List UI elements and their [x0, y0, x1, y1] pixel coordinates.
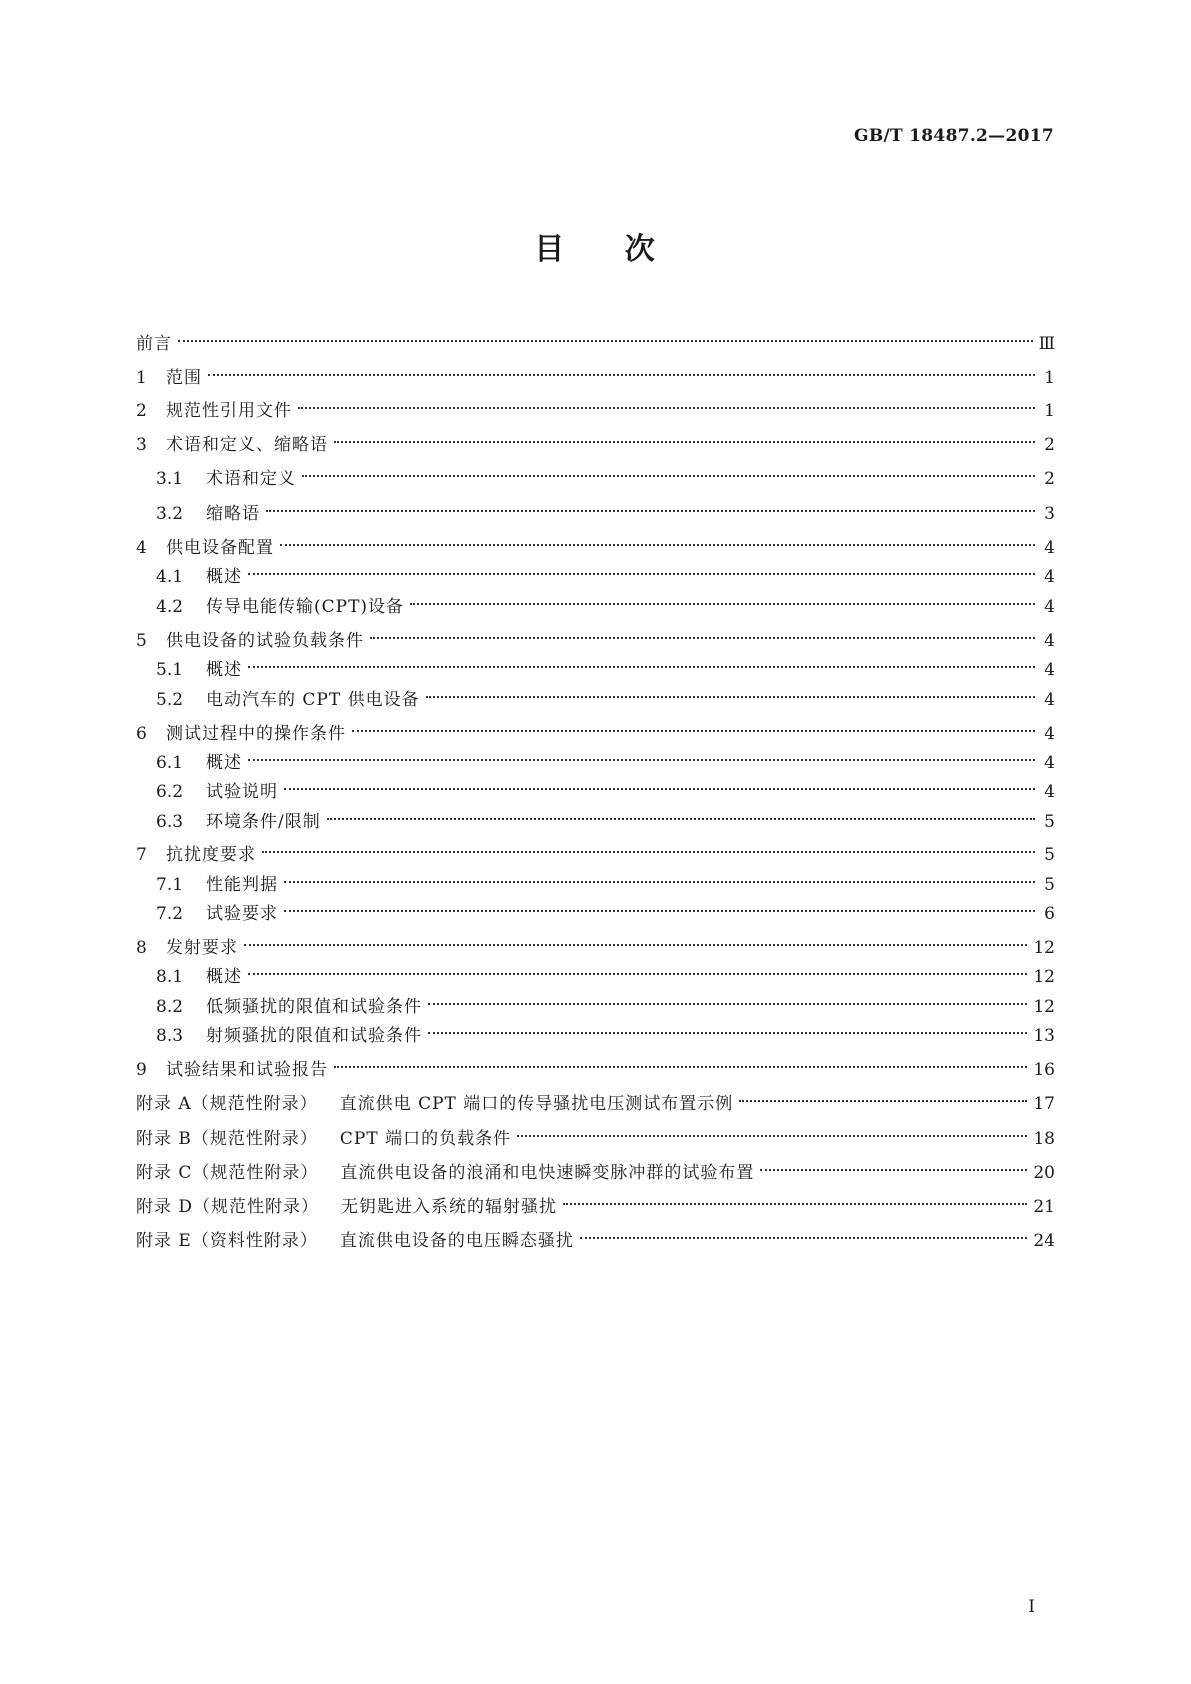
- toc-dot-leader: [580, 1222, 1028, 1246]
- toc-dot-leader: [178, 325, 1033, 349]
- toc-entry-page: 4: [1044, 660, 1055, 680]
- toc-entry-page: 4: [1044, 782, 1055, 802]
- toc-entry-label: 供电设备的试验负载条件: [166, 631, 364, 651]
- toc-entry-label: 发射要求: [166, 938, 238, 958]
- toc-entry-page: 6: [1044, 904, 1055, 924]
- toc-entry-label: CPT 端口的负载条件: [339, 1129, 512, 1149]
- toc-entry[interactable]: [156, 773, 1055, 802]
- toc-entry[interactable]: [136, 359, 1055, 388]
- toc-dot-leader: [248, 558, 1035, 582]
- toc-entry[interactable]: [156, 681, 1055, 710]
- toc-entry-label: 试验要求: [206, 904, 278, 924]
- toc-entry-page: 5: [1044, 845, 1055, 865]
- toc-entry-number: 4.1: [156, 567, 184, 587]
- toc-dot-leader: [280, 529, 1035, 553]
- toc-entry[interactable]: [156, 803, 1055, 832]
- toc-appendix-code: 附录 D（规范性附录）: [136, 1197, 320, 1217]
- toc-entry[interactable]: [156, 866, 1055, 895]
- toc-entry-page: 3: [1044, 504, 1055, 524]
- toc-entry-page: 4: [1044, 724, 1055, 744]
- standard-code: GB/T 18487.2—2017: [854, 126, 1054, 146]
- toc-entry[interactable]: [136, 715, 1055, 744]
- toc-entry[interactable]: [156, 460, 1055, 489]
- toc-entry[interactable]: [156, 558, 1055, 587]
- toc-entry-label: 直流供电设备的浪涌和电快速瞬变脉冲群的试验布置: [340, 1163, 755, 1183]
- toc-entry-label: 低频骚扰的限值和试验条件: [206, 997, 422, 1017]
- toc-entry-number: 5.1: [156, 660, 184, 680]
- toc-entry[interactable]: [136, 529, 1055, 558]
- toc-dot-leader: [410, 588, 1035, 612]
- toc-dot-leader: [284, 895, 1035, 919]
- toc-appendix-code: 附录 B（规范性附录）: [136, 1129, 318, 1149]
- toc-entry-number: 7.1: [156, 875, 184, 895]
- toc-dot-leader: [266, 495, 1035, 519]
- toc-entry-number: 8.2: [156, 997, 184, 1017]
- toc-entry-page: 4: [1044, 538, 1055, 558]
- toc-entry[interactable]: [136, 392, 1055, 421]
- toc-entry-page: 12: [1033, 967, 1055, 987]
- toc-dot-leader: [298, 392, 1035, 416]
- toc-dot-leader: [284, 773, 1035, 797]
- toc-entry-number: 6.3: [156, 812, 184, 832]
- toc-entry[interactable]: [156, 895, 1055, 924]
- toc-dot-leader: [262, 836, 1035, 860]
- toc-entry-number: 9: [136, 1060, 147, 1080]
- toc-entry[interactable]: [156, 988, 1055, 1017]
- toc-entry-page: 1: [1044, 368, 1055, 388]
- toc-appendix-entry[interactable]: [136, 1085, 1055, 1114]
- toc-entry-label: 直流供电 CPT 端口的传导骚扰电压测试布置示例: [339, 1094, 734, 1114]
- toc-entry-page: 4: [1044, 631, 1055, 651]
- toc-entry-number: 6.1: [156, 753, 184, 773]
- toc-entry-page: 20: [1033, 1163, 1055, 1183]
- toc-entry-page: 18: [1033, 1129, 1055, 1149]
- toc-entry-label: 概述: [206, 967, 242, 987]
- toc-dot-leader: [248, 651, 1035, 675]
- toc-entry-page: 12: [1033, 938, 1055, 958]
- toc-entry[interactable]: [156, 495, 1055, 524]
- toc-appendix-entry[interactable]: [136, 1120, 1055, 1149]
- toc-dot-leader: [334, 1051, 1027, 1075]
- toc-entry[interactable]: [136, 1051, 1055, 1080]
- toc-entry-number: 5: [136, 631, 147, 651]
- toc-dot-leader: [248, 958, 1027, 982]
- toc-entry-label: 无钥匙进入系统的辐射骚扰: [341, 1197, 558, 1217]
- toc-entry-label: 试验结果和试验报告: [166, 1060, 328, 1080]
- toc-entry[interactable]: [156, 958, 1055, 987]
- toc-entry-label: 传导电能传输(CPT)设备: [206, 597, 405, 617]
- toc-entry-number: 3.1: [156, 469, 184, 489]
- toc-entry[interactable]: [136, 325, 1055, 354]
- toc-entry-label: 射频骚扰的限值和试验条件: [206, 1026, 422, 1046]
- toc-entry-label: 术语和定义: [206, 469, 296, 489]
- toc-entry-label: 前言: [136, 334, 172, 354]
- toc-entry-number: 6.2: [156, 782, 184, 802]
- toc-entry-label: 规范性引用文件: [166, 401, 292, 421]
- toc-entry-page: 4: [1044, 567, 1055, 587]
- toc-entry[interactable]: [136, 929, 1055, 958]
- toc-dot-leader: [428, 1017, 1027, 1041]
- toc-entry-page: 13: [1033, 1026, 1055, 1046]
- toc-dot-leader: [563, 1188, 1027, 1212]
- toc-dot-leader: [370, 622, 1035, 646]
- toc-entry-label: 抗扰度要求: [166, 845, 256, 865]
- toc-entry-page: 2: [1044, 435, 1055, 455]
- toc-entry-number: 4: [136, 538, 147, 558]
- toc-appendix-code: 附录 A（规范性附录）: [136, 1094, 318, 1114]
- toc-entry[interactable]: [136, 426, 1055, 455]
- toc-entry-page: 5: [1044, 875, 1055, 895]
- toc-dot-leader: [739, 1085, 1027, 1109]
- toc-dot-leader: [428, 988, 1027, 1012]
- toc-appendix-entry[interactable]: [136, 1188, 1055, 1217]
- toc-entry-label: 试验说明: [206, 782, 278, 802]
- toc-dot-leader: [352, 715, 1035, 739]
- toc-entry-label: 概述: [206, 567, 242, 587]
- toc-entry-page: 16: [1033, 1060, 1055, 1080]
- toc-dot-leader: [284, 866, 1035, 890]
- toc-dot-leader: [208, 359, 1035, 383]
- page-number: I: [1028, 1597, 1035, 1617]
- toc-dot-leader: [244, 929, 1027, 953]
- toc-entry-page: 12: [1033, 997, 1055, 1017]
- toc-entry-number: 4.2: [156, 597, 184, 617]
- toc-entry-number: 2: [136, 401, 147, 421]
- toc-entry[interactable]: [156, 744, 1055, 773]
- toc-entry-number: 8: [136, 938, 147, 958]
- toc-entry-label: 供电设备配置: [166, 538, 274, 558]
- toc-entry-label: 概述: [206, 753, 242, 773]
- toc-entry-number: 3: [136, 435, 147, 455]
- toc-entry-page: 2: [1044, 469, 1055, 489]
- toc-entry-number: 7: [136, 845, 147, 865]
- toc-entry-label: 测试过程中的操作条件: [166, 724, 346, 744]
- toc-entry-label: 直流供电设备的电压瞬态骚扰: [339, 1231, 574, 1251]
- toc-entry-label: 环境条件/限制: [206, 812, 321, 832]
- toc-entry-page: 1: [1044, 401, 1055, 421]
- toc-entry-number: 8.3: [156, 1026, 184, 1046]
- page-title: 目 次: [534, 232, 657, 267]
- toc-dot-leader: [334, 426, 1035, 450]
- toc-entry-number: 6: [136, 724, 147, 744]
- toc-entry-label: 概述: [206, 660, 242, 680]
- toc-entry-page: 17: [1033, 1094, 1055, 1114]
- toc-entry-page: 4: [1044, 597, 1055, 617]
- toc-entry[interactable]: [156, 1017, 1055, 1046]
- toc-entry-label: 电动汽车的 CPT 供电设备: [206, 690, 420, 710]
- toc-entry[interactable]: [136, 836, 1055, 865]
- toc-dot-leader: [517, 1120, 1027, 1144]
- toc-entry-label: 缩略语: [206, 504, 260, 524]
- toc-dot-leader: [426, 681, 1035, 705]
- toc-entry-number: 1: [136, 368, 147, 388]
- toc-entry-page: 24: [1033, 1231, 1055, 1251]
- toc-entry-page: 4: [1044, 753, 1055, 773]
- toc-entry-number: 7.2: [156, 904, 184, 924]
- toc-entry[interactable]: [156, 588, 1055, 617]
- toc-dot-leader: [302, 460, 1035, 484]
- toc-entry-number: 3.2: [156, 504, 184, 524]
- toc-dot-leader: [248, 744, 1035, 768]
- toc-appendix-entry[interactable]: [136, 1222, 1055, 1251]
- toc-entry-page: 4: [1044, 690, 1055, 710]
- toc-appendix-entry[interactable]: [136, 1154, 1055, 1183]
- toc-appendix-code: 附录 E（资料性附录）: [136, 1231, 318, 1251]
- toc-entry-page: 5: [1044, 812, 1055, 832]
- toc-entry-label: 性能判据: [206, 875, 278, 895]
- toc-entry[interactable]: [136, 622, 1055, 651]
- toc-dot-leader: [760, 1154, 1027, 1178]
- toc-entry-page: 21: [1033, 1197, 1055, 1217]
- toc-entry-label: 范围: [166, 368, 202, 388]
- toc-entry-label: 术语和定义、缩略语: [166, 435, 328, 455]
- toc-entry-number: 8.1: [156, 967, 184, 987]
- toc-entry-number: 5.2: [156, 690, 184, 710]
- toc-entry-page: Ⅲ: [1038, 334, 1055, 354]
- toc-entry[interactable]: [156, 651, 1055, 680]
- toc-dot-leader: [327, 803, 1035, 827]
- toc-appendix-code: 附录 C（规范性附录）: [136, 1163, 319, 1183]
